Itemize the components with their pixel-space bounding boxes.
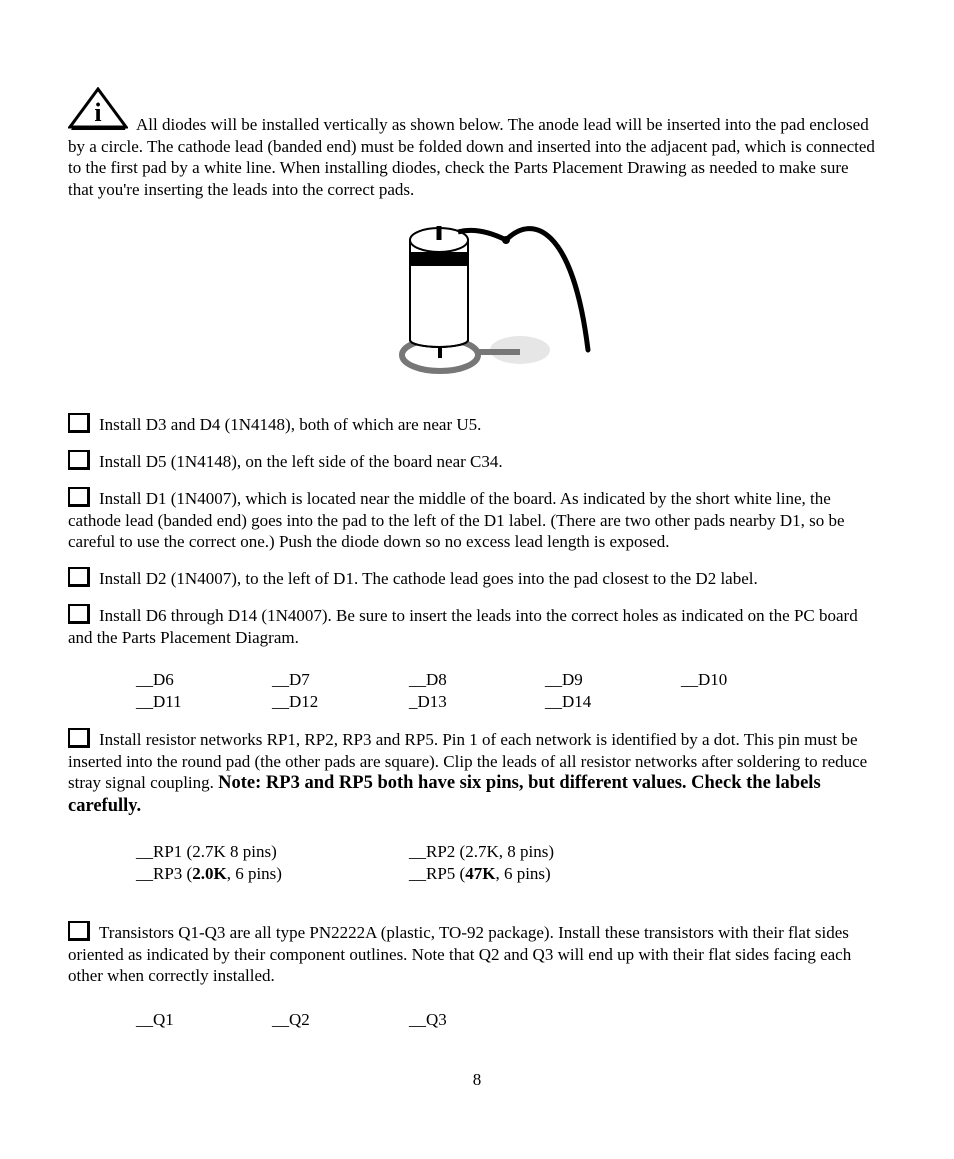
rp-note: Note: RP3 and RP5 both have six pins, but different values. Check the labels carefully. xyxy=(68,773,821,816)
step-checkbox[interactable] xyxy=(68,728,90,748)
resistor-item: __RP2 (2.7K, 8 pins) xyxy=(409,842,554,861)
step-d1 xyxy=(68,487,876,553)
step-d6-d14 xyxy=(68,604,876,648)
step-d2 xyxy=(68,567,876,590)
resistor-item: __RP5 (47K, 6 pins) xyxy=(409,864,551,883)
resistor-item: __RP3 (2.0K, 6 pins) xyxy=(136,864,282,883)
diode-item: __D12 xyxy=(272,692,319,711)
diode-item: __D8 xyxy=(409,670,447,689)
step-checkbox[interactable] xyxy=(68,487,90,507)
diode-item: __D9 xyxy=(545,670,583,689)
step-text: Install D1 (1N4007), which is located near the middle of the board. As indicated by the short white line, the cathode lead (banded end) goes into the pad to the left of the D1 label. (There are two other pads nearby D1, so be careful to use the correct one.) Push the diode down so no excess lead length is exposed. xyxy=(68,489,845,551)
step-checkbox[interactable] xyxy=(68,567,90,587)
step-checkbox[interactable] xyxy=(68,450,90,470)
intro-text: All diodes will be installed vertically as shown below. The anode lead will be inserted into the pad enclosed by a circle. The cathode lead (banded end) must be folded down and inserted into the adjacent pad, which is connected to the first pad by a white line. When installing diodes, check the Parts Placement Drawing as needed to make sure that you're inserting the leads into the correct pads. xyxy=(68,115,875,199)
page-number: 8 xyxy=(472,1070,482,1089)
diode-item: __D14 xyxy=(545,692,592,711)
diode-item: __D10 xyxy=(681,670,728,689)
diode-item: __D7 xyxy=(272,670,310,689)
diode-item: __D6 xyxy=(136,670,174,689)
resistor-item: __RP1 (2.7K 8 pins) xyxy=(136,842,277,861)
diode-installation-illustration xyxy=(398,218,628,378)
step-checkbox[interactable] xyxy=(68,413,90,433)
step-text: Transistors Q1-Q3 are all type PN2222A (plastic, TO-92 package). Install these transistors with their flat sides oriented as indicated by their component outlines. Note that Q2 and Q3 will end up with their flat sides facing each other when correctly installed. xyxy=(68,923,852,985)
info-icon-letter: i xyxy=(94,98,102,127)
step-transistors xyxy=(68,921,876,987)
step-text: Install D3 and D4 (1N4148), both of which are near U5. xyxy=(99,415,482,434)
diode-item: _D13 xyxy=(409,692,447,711)
step-text: Install D5 (1N4148), on the left side of the board near C34. xyxy=(99,452,503,471)
transistor-item: __Q3 xyxy=(409,1010,447,1029)
step-text: Install resistor networks RP1, RP2, RP3 and RP5. Pin 1 of each network is identified by a dot. This pin must be inserted into the round pad (the other pads are square). Clip the leads of all resistor networks after soldering to reduce stray signal coupling. xyxy=(68,730,868,792)
step-checkbox[interactable] xyxy=(68,604,90,624)
step-text: Install D2 (1N4007), to the left of D1. The cathode lead goes into the pad closest to the D2 label. xyxy=(99,569,758,588)
step-resistor-networks xyxy=(68,728,876,817)
step-checkbox[interactable] xyxy=(68,921,90,941)
diode-item: __D11 xyxy=(136,692,182,711)
step-d3-d4 xyxy=(68,413,876,436)
intro-paragraph xyxy=(68,114,876,200)
transistor-item: __Q2 xyxy=(272,1010,310,1029)
step-text: Install D6 through D14 (1N4007). Be sure to insert the leads into the correct holes as indicated on the PC board and the Parts Placement Diagram. xyxy=(68,606,858,647)
transistor-item: __Q1 xyxy=(136,1010,174,1029)
step-d5 xyxy=(68,450,876,473)
